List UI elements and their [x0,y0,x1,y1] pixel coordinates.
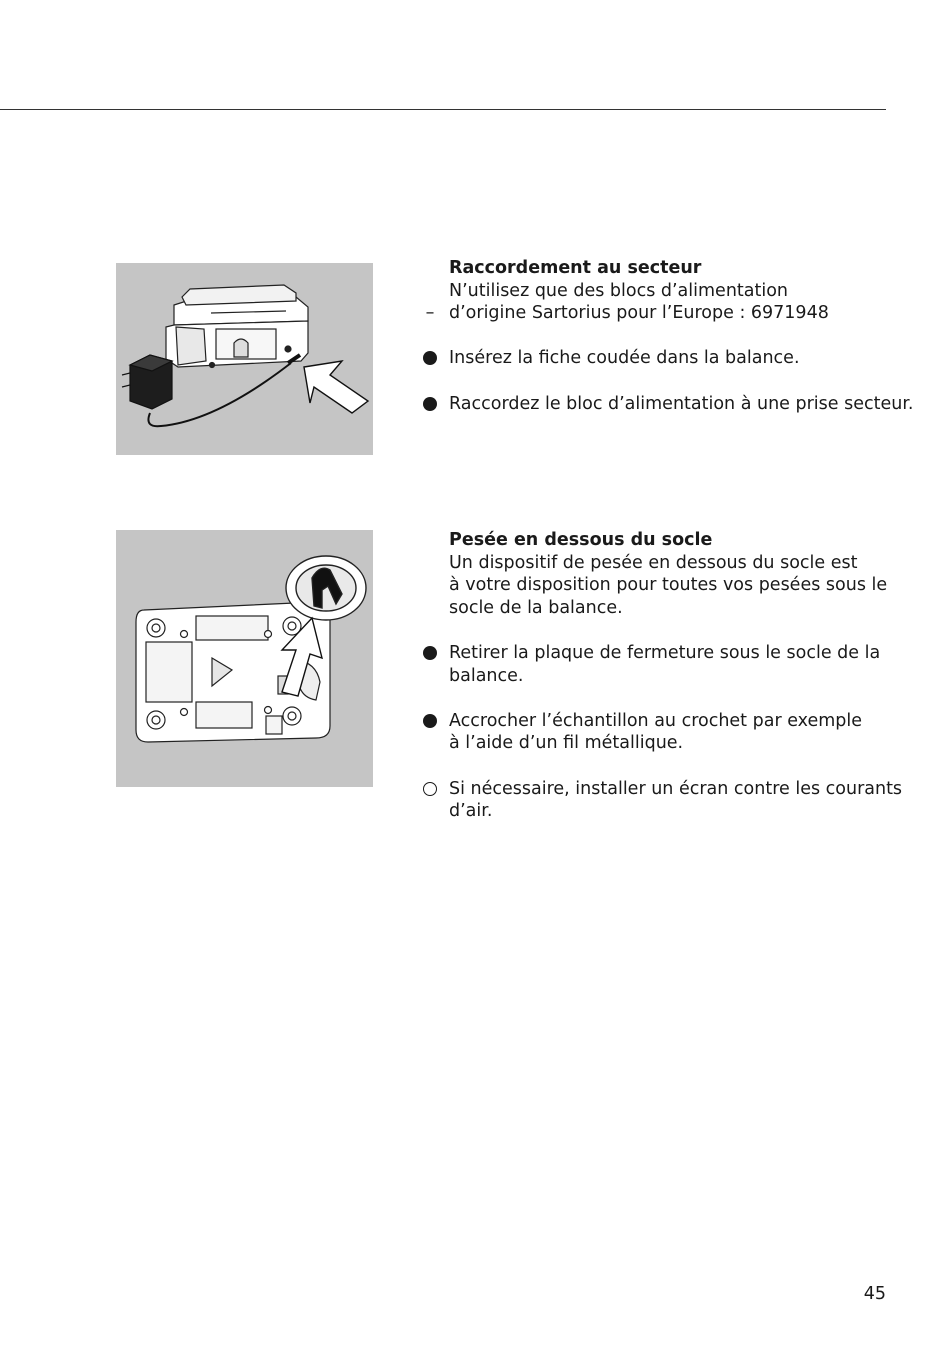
illustration-below-balance-weighing [116,530,373,787]
intro-text-line: – d’origine Sartorius pour l’Europe : 6971948 [449,302,894,325]
filled-bullet-icon [423,351,437,365]
section-heading: Pesée en dessous du socle [449,530,713,550]
step-text: Si nécessaire, installer un écran contre les courants [449,778,903,799]
arrow-icon [304,361,368,413]
step-text: à l’aide d’un fil métallique. [449,733,684,754]
intro-text-line: N’utilisez que des blocs d’alimentation [449,280,789,301]
step-text: d’air. [449,801,493,822]
intro-text-line: Un dispositif de pesée en dessous du socle est [449,552,858,573]
filled-bullet-icon [423,714,437,728]
page-number: 45 [863,1284,886,1304]
instruction-step [449,710,894,755]
step-text: Insérez la fiche coudée dans la balance. [449,348,800,369]
step-text: Retirer la plaque de fermeture sous le socle de la [449,642,881,663]
adapter-drawing [122,355,172,409]
step-text: Raccordez le bloc d’alimentation à une prise secteur. [449,393,914,414]
step-text: Accrocher l’échantillon au crochet par exemple [449,710,863,731]
cover-plate-drawing [286,556,366,620]
illustration-power-adapter [116,263,373,455]
section-below-balance-weighing [449,529,903,823]
dash-marker: – [425,303,435,324]
instruction-step [449,393,914,416]
filled-bullet-icon [423,397,437,411]
instruction-step [449,778,903,823]
instruction-step [449,347,894,370]
section-power-connection [425,257,914,415]
filled-bullet-icon [423,646,437,660]
open-bullet-icon [423,782,437,796]
top-rule [0,109,886,110]
intro-text-line: à votre disposition pour toutes vos pesées sous le [449,575,888,596]
section-heading: Raccordement au secteur [449,258,702,278]
step-text: balance. [449,665,524,686]
instruction-step [449,642,894,687]
intro-text-line: socle de la balance. [449,597,623,618]
balance-drawing [166,285,308,368]
